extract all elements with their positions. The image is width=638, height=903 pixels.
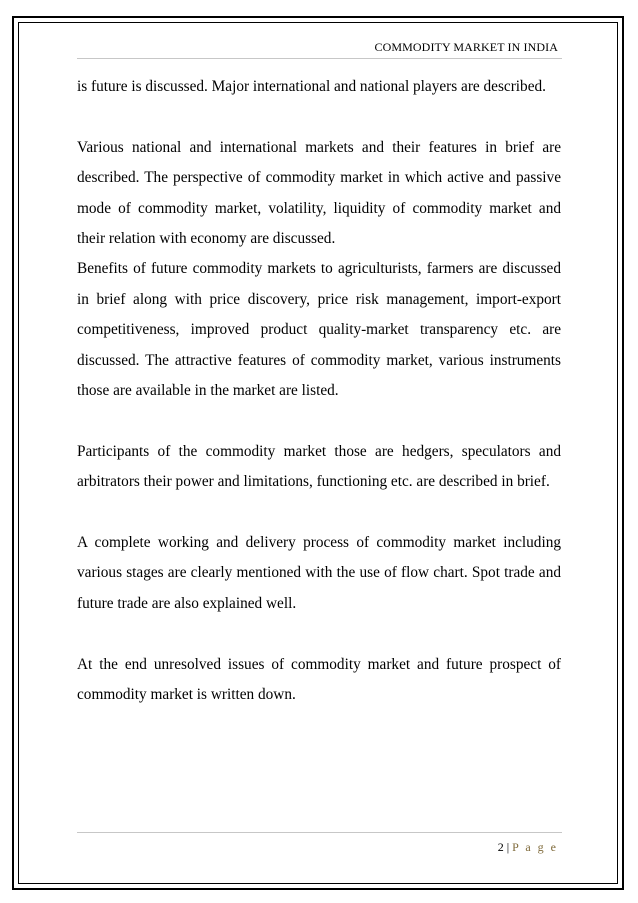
header-divider	[77, 58, 562, 59]
document-body	[77, 72, 561, 710]
paragraph-5: A complete working and delivery process of commodity market including various stages are clearly mentioned with the use of flow chart. Spot trade and future trade are also explained well.	[77, 534, 561, 612]
paragraph-2: Various national and international markets and their features in brief are described. The perspective of commodity market in which active and passive mode of commodity market, volatility, liquidity of commodity market and their relation with economy are discussed.	[77, 138, 561, 248]
paragraph-1: is future is discussed. Major international and national players are described.	[77, 78, 546, 95]
paragraph-spacer	[77, 498, 561, 528]
page-footer	[498, 840, 558, 855]
footer-divider	[77, 832, 562, 833]
page-number: 2	[497, 840, 504, 854]
paragraph-spacer	[77, 102, 561, 132]
paragraph-4: Participants of the commodity market those are hedgers, speculators and arbitrators their power and limitations, functioning etc. are described in brief.	[77, 442, 561, 491]
running-header: COMMODITY MARKET IN INDIA	[374, 40, 558, 54]
paragraph-spacer	[77, 619, 561, 649]
paragraph-spacer	[77, 406, 561, 436]
page-separator: |	[506, 840, 510, 854]
paragraph-6: At the end unresolved issues of commodity market and future prospect of commodity market is written down.	[77, 655, 561, 704]
page-label: P a g e	[512, 840, 558, 854]
paragraph-3: Benefits of future commodity markets to agriculturists, farmers are discussed in brief along with price discovery, price risk management, import-export competitiveness, improved product quality-market transparency etc. are discussed. The attractive features of commodity market, various instruments those are available in the market are listed.	[77, 260, 561, 400]
